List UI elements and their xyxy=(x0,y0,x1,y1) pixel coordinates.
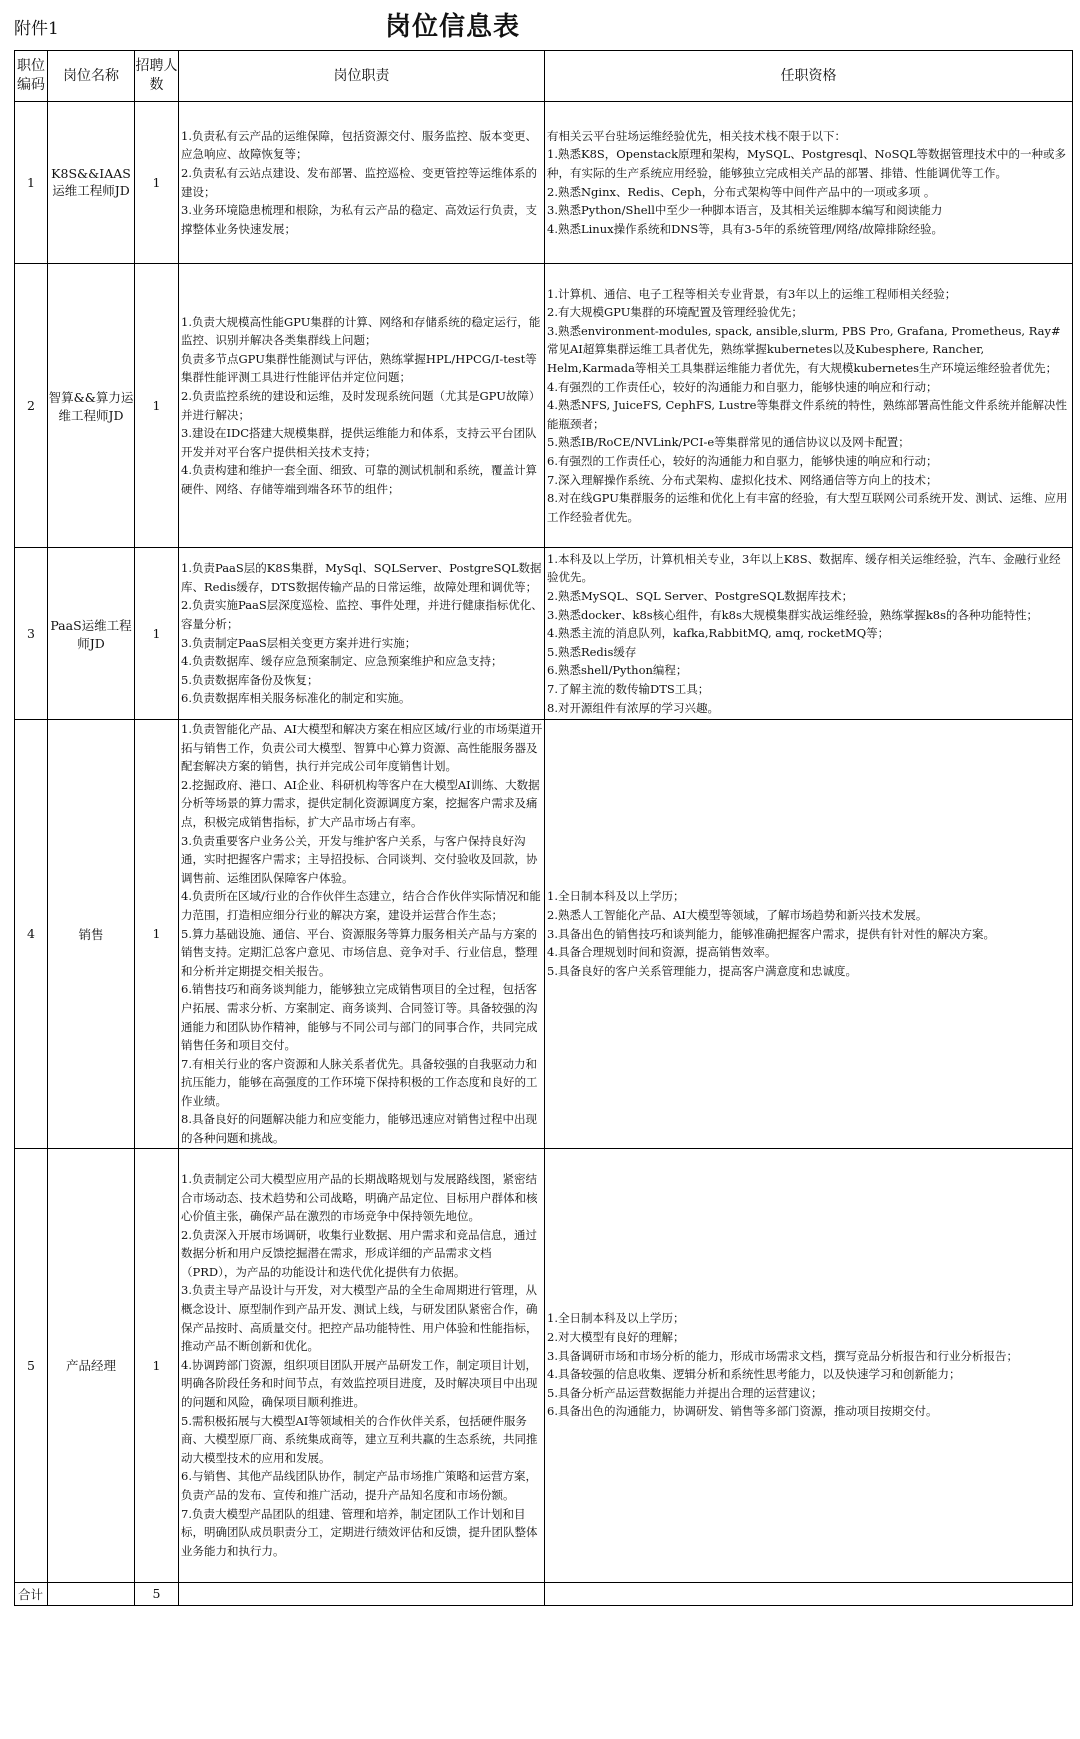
position-code: 3 xyxy=(15,548,48,720)
duty-item: 5.负责数据库备份及恢复； xyxy=(181,672,319,687)
duty-item: 2.挖掘政府、港口、AI企业、科研机构等客户在大模型AI训练、大数据分析等场景的算力需求，提供定制化资源调度方案，挖掘客户需求及痛点，积极完成销售指标，扩大产品市场占有率。 xyxy=(181,777,540,829)
total-count: 5 xyxy=(135,1582,179,1605)
requirements-cell xyxy=(545,102,1073,264)
duty-item: 1.负责大规模高性能GPU集群的计算、网络和存储系统的稳定运行，能监控、识别并解决各类集群线上问题； xyxy=(181,314,541,348)
position-name: K8S&&IAAS运维工程师JD xyxy=(48,102,135,264)
headcount: 1 xyxy=(135,548,179,720)
requirement-item: 3.具备调研市场和市场分析的能力，形成市场需求文档，撰写竞品分析报告和行业分析报告； xyxy=(547,1348,1018,1363)
requirement-item: 1.计算机、通信、电子工程等相关专业背景，有3年以上的运维工程师相关经验； xyxy=(547,286,957,301)
attachment-label: 附件1 xyxy=(14,19,59,39)
requirement-item: 有相关云平台驻场运维经验优先，相关技术栈不限于以下： xyxy=(547,128,846,143)
table-header-row xyxy=(15,51,1073,102)
requirement-item: 2.有大规模GPU集群的环境配置及管理经验优先； xyxy=(547,305,803,320)
col-header-requirements: 任职资格 xyxy=(545,51,1073,102)
duty-item: 4.负责所在区域/行业的合作伙伴生态建立，结合合作伙伴实际情况和能力范围，打造相应细分行业的解决方案，建设并运营合作生态； xyxy=(181,889,541,922)
requirements-cell xyxy=(545,548,1073,720)
duty-item: 4.负责数据库、缓存应急预案制定、应急预案维护和应急支持； xyxy=(181,654,503,669)
duty-item: 3.负责重要客户业务公关，开发与维护客户关系，与客户保持良好沟通，实时把握客户需求；主导招投标、合同谈判、交付验收及回款，协调售前、运维团队保障客户体验。 xyxy=(181,833,538,885)
duty-item: 3.建设在IDC搭建大规模集群，提供运维能力和体系，支持云平台团队开发并对平台客户提供相关技术支持； xyxy=(181,426,537,459)
requirement-item: 8.对开源组件有浓厚的学习兴趣。 xyxy=(547,700,719,715)
total-empty-cell xyxy=(48,1582,135,1605)
duty-item: 7.负责大模型产品团队的组建、管理和培养，制定团队工作计划和目标，明确团队成员职责分工，定期进行绩效评估和反馈，提升团队整体业务能力和执行力。 xyxy=(181,1506,538,1558)
duty-item: 6.负责数据库相关服务标准化的制定和实施。 xyxy=(181,691,411,706)
duties-cell xyxy=(179,264,545,548)
requirements-cell xyxy=(545,1148,1073,1582)
requirement-item: 5.熟悉Redis缓存 xyxy=(547,644,637,659)
duty-item: 8.具备良好的问题解决能力和应变能力，能够迅速应对销售过程中出现的各种问题和挑战。 xyxy=(181,1112,537,1146)
requirement-item: 5.具备分析产品运营数据能力并提出合理的运营建议； xyxy=(547,1385,823,1400)
table-row xyxy=(15,102,1073,264)
position-name: PaaS运维工程师JD xyxy=(48,548,135,720)
requirement-item: 3.熟悉Python/Shell中至少一种脚本语言，及其相关运维脚本编写和阅读能力 xyxy=(547,203,943,218)
duty-item: 负责多节点GPU集群性能测试与评估，熟练掌握HPL/HPCG/I-test等集群性能评测工具进行性能评估并定位问题； xyxy=(181,351,537,385)
position-name: 销售 xyxy=(48,720,135,1149)
requirement-item: 1.本科及以上学历，计算机相关专业，3年以上K8S、数据库、缓存相关运维经验，汽车、金融行业经验优先。 xyxy=(547,551,1061,585)
duties-cell xyxy=(179,548,545,720)
duty-item: 2.负责深入开展市场调研，收集行业数据、用户需求和竞品信息，通过数据分析和用户反馈挖掘潜在需求，形成详细的产品需求文档（PRD），为产品的功能设计和迭代优化提供有力依据。 xyxy=(181,1227,537,1279)
table-row xyxy=(15,1148,1073,1582)
duty-item: 6.与销售、其他产品线团队协作，制定产品市场推广策略和运营方案，负责产品的发布、宣传和推广活动，提升产品知名度和市场份额。 xyxy=(181,1469,537,1503)
duties-cell xyxy=(179,720,545,1149)
position-code: 4 xyxy=(15,720,48,1149)
headcount: 1 xyxy=(135,264,179,548)
duties-cell xyxy=(179,102,545,264)
requirement-item: 3.具备出色的销售技巧和谈判能力，能够准确把握客户需求，提供有针对性的解决方案。 xyxy=(547,926,995,941)
duties-cell xyxy=(179,1148,545,1582)
position-code: 5 xyxy=(15,1148,48,1582)
requirement-item: 3.熟悉docker、k8s核心组件，有k8s大规模集群实战运维经验，熟练掌握k8s的各种功能特性； xyxy=(547,607,1039,622)
table-row xyxy=(15,264,1073,548)
table-row xyxy=(15,548,1073,720)
duty-item: 3.负责制定PaaS层相关变更方案并进行实施； xyxy=(181,635,417,650)
headcount: 1 xyxy=(135,720,179,1149)
requirement-item: 2.熟悉MySQL、SQL Server、PostgreSQL数据库技术； xyxy=(547,589,854,604)
duty-item: 3.负责主导产品设计与开发，对大模型产品的全生命周期进行管理，从概念设计、原型制作到产品开发、测试上线，与研发团队紧密合作，确保产品按时、高质量交付。把控产品功能特性、用户体验和性能指标，推动产品不断创新和优化。 xyxy=(181,1283,538,1354)
requirement-item: 5.具备良好的客户关系管理能力，提高客户满意度和忠诚度。 xyxy=(547,963,857,978)
requirement-item: 4.熟悉NFS, JuiceFS, CephFS, Lustre等集群文件系统的特性，熟练部署高性能文件系统并能解决性能瓶颈者； xyxy=(547,398,1067,431)
requirement-item: 6.有强烈的工作责任心，较好的沟通能力和自驱力，能够快速的响应和行动； xyxy=(547,453,938,468)
position-table xyxy=(14,50,1073,1606)
requirement-item: 1.熟悉K8S，Openstack原理和架构，MySQL、Postgresql、NoSQL等数据管理技术中的一种或多种，有实际的生产系统应用经验，能够独立完成相关产品的部署、排错、性能调优等工作。 xyxy=(547,147,1067,180)
requirement-item: 2.熟悉Nginx、Redis、Ceph，分布式架构等中间件产品中的一项或多项 。 xyxy=(547,184,936,199)
total-row xyxy=(15,1582,1073,1605)
duty-item: 1.负责智能化产品、AI大模型和解决方案在相应区域/行业的市场渠道开拓与销售工作，负责公司大模型、智算中心算力资源、高性能服务器及配套解决方案的销售，执行并完成公司年度销售计划。 xyxy=(181,722,543,774)
duty-item: 3.业务环境隐患梳理和根除，为私有云产品的稳定、高效运行负责，支撑整体业务快速发展； xyxy=(181,203,537,236)
requirement-item: 4.有强烈的工作责任心，较好的沟通能力和自驱力，能够快速的响应和行动； xyxy=(547,379,938,394)
requirement-item: 6.具备出色的沟通能力，协调研发、销售等多部门资源，推动项目按期交付。 xyxy=(547,1404,938,1419)
duty-item: 5.需积极拓展与大模型AI等领域相关的合作伙伴关系，包括硬件服务商、大模型原厂商、系统集成商等，建立互利共赢的生态系统，共同推动大模型技术的应用和发展。 xyxy=(181,1413,538,1465)
duty-item: 1.负责制定公司大模型应用产品的长期战略规划与发展路线图，紧密结合市场动态、技术趋势和公司战略，明确产品定位、目标用户群体和核心价值主张，确保产品在激烈的市场竞争中保持领先地位。 xyxy=(181,1171,538,1224)
table-row xyxy=(15,720,1073,1149)
col-header-code: 职位编码 xyxy=(15,51,48,102)
requirement-item: 4.熟悉主流的消息队列，kafka,RabbitMQ, amq, rocketMQ等； xyxy=(547,626,890,641)
headcount: 1 xyxy=(135,1148,179,1582)
requirements-cell xyxy=(545,720,1073,1149)
position-code: 2 xyxy=(15,264,48,548)
col-header-count: 招聘人数 xyxy=(135,51,179,102)
total-empty-cell xyxy=(545,1582,1073,1605)
duty-item: 2.负责私有云站点建设、发布部署、监控巡检、变更管控等运维体系的建设； xyxy=(181,165,537,199)
duty-item: 4.协调跨部门资源，组织项目团队开展产品研发工作，制定项目计划，明确各阶段任务和时间节点，有效监控项目进度，及时解决项目中出现的问题和风险，确保项目顺利推进。 xyxy=(181,1357,538,1410)
duty-item: 5.算力基础设施、通信、平台、资源服务等算力服务相关产品与方案的销售支持。定期汇总客户意见、市场信息、竞争对手、行业信息，整理和分析并定期提交相关报告。 xyxy=(181,926,538,978)
requirement-item: 1.全日制本科及以上学历； xyxy=(547,1311,685,1326)
requirement-item: 7.了解主流的数传输DTS工具； xyxy=(547,681,710,696)
duty-item: 4.负责构建和维护一套全面、细致、可靠的测试机制和系统，覆盖计算硬件、网络、存储等端到端各环节的组件； xyxy=(181,463,537,496)
requirement-item: 5.熟悉IB/RoCE/NVLink/PCI-e等集群常见的通信协议以及网卡配置； xyxy=(547,435,910,450)
requirement-item: 4.熟悉Linux操作系统和DNS等，具有3-5年的系统管理/网络/故障排除经验。 xyxy=(547,221,944,236)
duty-item: 6.销售技巧和商务谈判能力，能够独立完成销售项目的全过程，包括客户拓展、需求分析、方案制定、商务谈判、合同签订等。具备较强的沟通能力和团队协作精神，能够与不同公司与部门的同事合作，共同完成销售任务和项目交付。 xyxy=(181,982,538,1053)
requirement-item: 2.对大模型有良好的理解； xyxy=(547,1329,685,1344)
requirements-cell xyxy=(545,264,1073,548)
duty-item: 2.负责监控系统的建设和运维，及时发现系统问题（尤其是GPU故障）并进行解决； xyxy=(181,388,541,422)
requirement-item: 4.具备合理规划时间和资源，提高销售效率。 xyxy=(547,945,777,960)
requirement-item: 4.具备较强的信息收集、逻辑分析和系统性思考能力，以及快速学习和创新能力； xyxy=(547,1367,961,1382)
duty-item: 1.负责私有云产品的运维保障，包括资源交付、服务监控、版本变更、应急响应、故障恢复等； xyxy=(181,128,537,162)
position-code: 1 xyxy=(15,102,48,264)
total-label: 合计 xyxy=(15,1582,48,1605)
duty-item: 7.有相关行业的客户资源和人脉关系者优先。具备较强的自我驱动力和抗压能力，能够在高强度的工作环境下保持积极的工作态度和良好的工作业绩。 xyxy=(181,1056,538,1108)
requirement-item: 3.熟悉environment-modules, spack, ansible,slurm, PBS Pro, Grafana, Prometheus, Ray#常见AI超算集群运维工具者优先，熟练掌握kubernetes以及Kubesphere, Rancher, Helm,Karmada等相关工具集群运维能力者优先，有大规模kubernetes生产环境运维经验者优先； xyxy=(547,323,1061,376)
total-empty-cell xyxy=(179,1582,545,1605)
col-header-duties: 岗位职责 xyxy=(179,51,545,102)
position-name: 产品经理 xyxy=(48,1148,135,1582)
page-title: 岗位信息表 xyxy=(385,12,521,42)
duty-item: 2.负责实施PaaS层深度巡检、监控、事件处理，并进行健康指标优化、容量分析； xyxy=(181,598,543,631)
duty-item: 1.负责PaaS层的K8S集群，MySql、SQLServer、PostgreSQL数据库、Redis缓存，DTS数据传输产品的日常运维，故障处理和调优等； xyxy=(181,561,542,594)
requirement-item: 8.对在线GPU集群服务的运维和优化上有丰富的经验，有大型互联网公司系统开发、测试、运维、应用工作经验者优先。 xyxy=(547,491,1068,524)
requirement-item: 7.深入理解操作系统、分布式架构、虚拟化技术、网络通信等方向上的技术； xyxy=(547,472,938,487)
requirement-item: 1.全日制本科及以上学历； xyxy=(547,889,685,904)
requirement-item: 6.熟悉shell/Python编程； xyxy=(547,663,688,678)
headcount: 1 xyxy=(135,102,179,264)
col-header-name: 岗位名称 xyxy=(48,51,135,102)
requirement-item: 2.熟悉人工智能化产品、AI大模型等领域，了解市场趋势和新兴技术发展。 xyxy=(547,907,928,922)
position-name: 智算&&算力运维工程师JD xyxy=(48,264,135,548)
